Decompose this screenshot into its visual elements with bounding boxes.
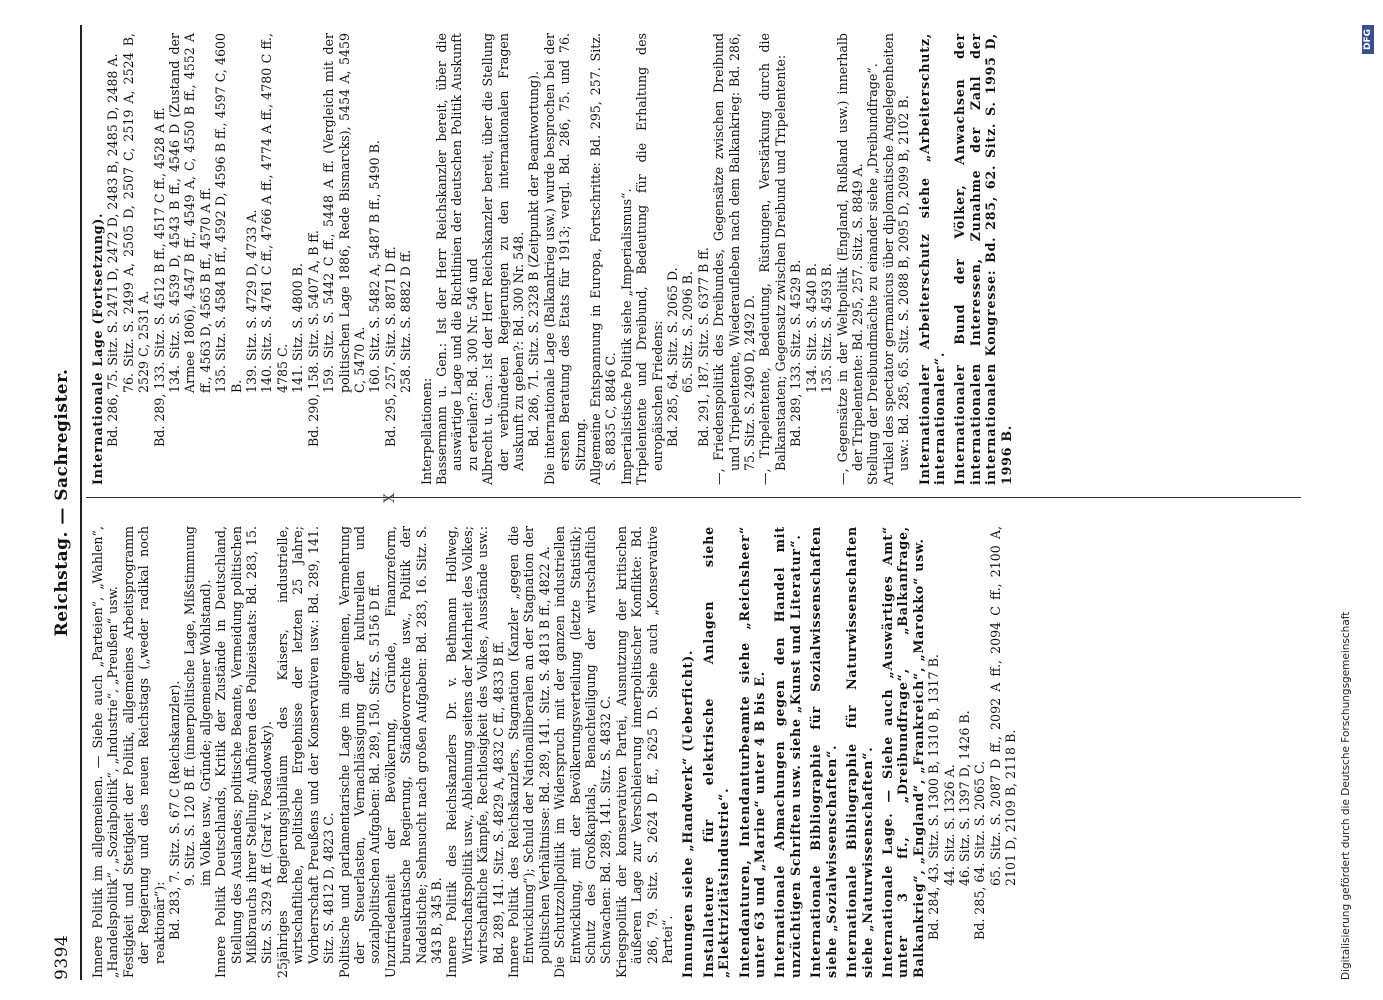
index-heading: Internationale Lage (Fortsetzung). bbox=[90, 212, 105, 485]
index-reference: 160. Sitz. S. 5482 A, 5487 B ff., 5490 B. bbox=[367, 140, 383, 393]
margin-marker: X bbox=[381, 493, 398, 503]
index-entry: —, Gegensätze in der Weltpolitik (England, Rußland usw.) innerhalb der Tripelentente: Bd. 295, 257. Sitz. S. 8849 A. bbox=[834, 33, 865, 485]
index-entry: Innere Politik im allgemeinen. — Siehe auch „Parteien“, „Wahlen“, „Handelspolitik“, „Sozialpolitik“, „Industrie“, „Preußen“ usw. bbox=[90, 526, 121, 978]
right-column bbox=[90, 33, 1295, 503]
index-reference: Bd. 286, 75. Sitz. S. 2471 D, 2472 D, 2483 B, 2485 D, 2488 A. bbox=[105, 53, 121, 447]
funding-note: Digitalisierung gefördert durch die Deutsche Forschungsgemeinschaft bbox=[1340, 611, 1352, 980]
index-reference: Bd. 285, 64. Sitz. S. 2065 C. bbox=[972, 760, 988, 940]
index-heading: Innungen siehe „Handwerk“ (Ueberficht). bbox=[680, 649, 696, 978]
index-entry: Kriegspolitik der konservativen Partei, Ausnutzung der kritischen äußeren Lage zur Verschleierung innerpolitischer Konflikte: Bd. 286, 79. Sitz. S. 2624 D ff., 2625 D. Siehe auch „Konservative Partei“. bbox=[613, 526, 676, 978]
index-reference: 258. Sitz. S. 8882 D ff. bbox=[398, 249, 414, 393]
index-reference: Bd. 286, 71. Sitz. S. 2328 B (Zeitpunkt der Beantwortung). bbox=[526, 70, 542, 447]
index-reference: Bd. 289, 133. Sitz. S. 4529 B. bbox=[788, 259, 804, 447]
running-title: Reichstag. — Sachregister. bbox=[52, 368, 72, 637]
index-reference: 140. Sitz. S. 4761 C ff., 4766 A ff., 4774 A ff., 4780 C ff., 4785 C. bbox=[259, 33, 290, 393]
index-reference: 76. Sitz. S. 2499 A, 2505 D, 2507 C, 2519 A, 2524 B, 2529 C, 2531 A. bbox=[120, 33, 152, 393]
index-entry: Innere Politik Deutschlands, Kritik der Zustände in Deutschland, Stellung des Auslandes; politische Beamte, Vermeidung politischen Mißbrauchs ihrer Stellung; Aufhören des Polizeistaats: Bd. 283, 15. Sitz. S. 329 A ff. (Graf v. Posadowsky). bbox=[213, 526, 275, 978]
index-reference: 46. Sitz. S. 1397 D, 1426 B. bbox=[956, 710, 972, 886]
page-number: 9394 bbox=[52, 934, 72, 980]
index-entry: Unzufriedenheit der Bevölkerung, Gründe, Finanzreform, bureaukratische Regierung, Ständevorrechte usw., Politik der Nadelstiche; Sehnsucht nach großen Aufgaben: Bd. 283, 16. Sitz. S. 343 B, 345 B. bbox=[382, 526, 444, 978]
index-entry: 25jähriges Regierungsjubiläum des Kaisers, industrielle, wirtschaftliche, politische Ergebnisse der letzten 25 Jahre; Vorherrschaft Preußens und der Konservativen usw.: Bd. 289, 141. Sitz. S. 4812 D, 4823 C. bbox=[274, 526, 337, 978]
index-reference: 44. Sitz. S. 1326 A. bbox=[941, 764, 957, 886]
index-subheading: Interpellationen: bbox=[418, 377, 434, 485]
index-heading: Internationale Lage. — Siehe auch „Auswärtiges Amt“ unter 3 ff., „Dreibundfrage“, „Balkanfrage, Balkankrieg“, „England“, „Frankreich“, „Marokko“ usw. bbox=[879, 526, 926, 978]
index-reference: 134. Sitz. S. 4539 D, 4543 B ff., 4546 D (Zustand der Armee 1806), 4547 B ff., 4549 A, C, 4550 B ff., 4552 A ff., 4563 D, 4565 B ff., 4570 A ff. bbox=[167, 33, 213, 393]
index-entry: Stellung der Dreibundmächte zu einander siehe „Dreibundfrage“. bbox=[865, 63, 881, 485]
index-heading: Internationale Abmachungen gegen den Handel mit unzüchtigen Schriften usw. siehe „Kunst und Literatur“. bbox=[772, 526, 803, 978]
index-reference: Bd. 291, 187. Sitz. S. 6377 B ff. bbox=[695, 247, 711, 447]
index-heading: Intendanturen, Intendanturbeamte siehe „Reichsheer“ unter 63 und „Marine“ unter 4 B bis E. bbox=[736, 526, 768, 978]
index-heading: Internationaler Bund der Völker, Anwachsen der internationalen Interessen, Zunahme der Zahl der internationalen Kongresse: Bd. 285, 62. Sitz. S. 1995 D, 1996 B. bbox=[952, 33, 1014, 485]
header-rule bbox=[80, 25, 82, 980]
index-entry: Die Schutzzollpolitik im Widerspruch mit der ganzen industriellen Entwicklung, mit der Bevölkerungsverteilung (letzte Statistik); Schutz des Großkapitals, Benachteiligung der wirtschaftlich Schwachen: Bd. 289, 141. Sitz. S. 4832 C. bbox=[552, 526, 614, 978]
index-reference: Bd. 289, 133. Sitz. S. 4512 B ff., 4517 C ff., 4528 A ff. bbox=[151, 107, 167, 447]
index-reference-text: Bd. 295, 257. Sitz. S. 8871 D ff. bbox=[382, 246, 398, 447]
index-entry: Innere Politik des Reichskanzlers Dr. v. Bethmann Hollweg, Wirtschaftspolitik usw., Ablehnung seitens der Mehrheit des Volkes; wirtschaftliche Kämpfe, Rechtlosigkeit des Volkes, Ausstände usw.: Bd. 289, 141. Sitz. S. 4829 A, 4832 C ff., 4833 B ff. bbox=[444, 526, 506, 978]
index-entry: Innere Politik des Reichskanzlers, Stagnation (Kanzler „gegen die Entwicklung“); Schuld der Nationalliberalen an der Stagnation der politischen Verhältnisse: Bd. 289, 141. Sitz. S. 4813 B ff., 4822 A. bbox=[505, 526, 552, 978]
index-entry: Tripelentente und Dreibund, Bedeutung für die Erhaltung des europäischen Friedens: bbox=[634, 33, 665, 485]
index-reference: 139. Sitz. S. 4729 D, 4733 A. bbox=[244, 209, 260, 393]
index-reference bbox=[381, 33, 398, 503]
index-reference: 65. Sitz. S. 2096 B. bbox=[680, 271, 696, 393]
index-entry: Festigkeit und Stetigkeit der Politik, allgemeines Arbeitsprogramm der Regierung und des neuen Reichstags („weder radikal noch reaktionär“): bbox=[120, 526, 167, 978]
dfg-logo: DFG bbox=[1362, 25, 1374, 54]
index-reference: 9. Sitz. S. 120 B ff. (innerpolitische Lage, Mißstimmung im Volke usw., Gründe; allgemeiner Wohlstand). bbox=[182, 526, 213, 886]
index-entry: Die internationale Lage (Balkankrieg usw.) wurde besprochen bei der ersten Beratung des Etats für 1913; vergl. Bd. 286, 75. und 76. Sitzung. bbox=[541, 33, 588, 485]
index-entry: Albrecht u. Gen.: Ist der Herr Reichskanzler bereit, über die Stellung der verbündeten Regierungen zu den internationalen Fragen Auskunft zu geben?: Bd. 300 Nr. 548. bbox=[480, 33, 526, 485]
index-entry: Politische und parlamentarische Lage im allgemeinen, Vermehrung der Steuerlasten, Vernachlässigung der kulturellen und sozialpolitischen Aufgaben: Bd. 289, 150. Sitz. S. 5156 D ff. bbox=[336, 526, 383, 978]
index-reference: 135. Sitz. S. 4593 B. bbox=[819, 263, 835, 393]
index-entry: —, Tripelentente, Bedeutung, Rüstungen, Verstärkung durch die Balkanstaaten; Gegensatz zwischen Dreibund und Tripelentente: bbox=[757, 33, 788, 485]
index-reference: Bd. 284, 43. Sitz. S. 1300 B, 1310 B, 1317 B. bbox=[926, 654, 942, 940]
index-entry: Allgemeine Entspannung in Europa, Fortschritte: Bd. 295, 257. Sitz. S. 8835 C, 8846 C. bbox=[588, 33, 619, 485]
index-reference: 65. Sitz. S. 2087 D ff., 2092 A ff., 2094 C ff., 2100 A, 2101 D, 2109 B, 2118 B. bbox=[987, 526, 1019, 886]
index-entry: Imperialistische Politik siehe „Imperialismus“. bbox=[618, 188, 634, 485]
index-entry: Artikel des spectator germanicus über diplomatische Angelegenheiten usw.: Bd. 285, 65. Sitz. S. 2088 B, 2095 D, 2099 B, 2102 B. bbox=[880, 33, 912, 485]
index-heading: Internationale Bibliographie für Naturwissenschaften siehe „Naturwissenschaften“. bbox=[844, 526, 875, 978]
digitization-footer bbox=[1338, 0, 1358, 980]
page-header bbox=[48, 25, 78, 980]
index-reference: Bd. 290, 158. Sitz. S. 5407 A, B ff. bbox=[305, 230, 321, 447]
index-reference: 134. Sitz. S. 4540 B. bbox=[803, 263, 819, 393]
index-heading: Installateure für elektrische Anlagen siehe „Elektrizitätsindustrie“. bbox=[700, 526, 732, 978]
index-reference: Bd. 283, 7. Sitz. S. 67 C (Reichskanzler). bbox=[167, 680, 183, 940]
column-divider bbox=[86, 497, 1301, 498]
index-reference: 141. Sitz. S. 4800 B. bbox=[290, 263, 306, 393]
index-entry: —, Friedenspolitik des Dreibundes, Gegensätze zwischen Dreibund und Tripelentente, Wiederaufleben nach dem Balkankrieg: Bd. 286, 75. Sitz. S. 2490 D, 2492 D. bbox=[711, 33, 758, 485]
left-column bbox=[90, 526, 1295, 978]
index-reference: Bd. 285, 64. Sitz. S. 2065 D. bbox=[665, 267, 681, 447]
index-reference: 135. Sitz. S. 4584 B ff., 4592 D, 4596 B ff., 4597 C, 4600 B. bbox=[213, 33, 244, 393]
index-heading: Internationale Bibliographie für Sozialwissenschaften siehe „Sozialwissenschaften“. bbox=[808, 526, 839, 978]
index-reference: 159. Sitz. S. 5442 C ff., 5448 A ff. (Vergleich mit der politischen Lage 1886, Rede Bismarcks), 5454 A, 5459 C, 5470 A. bbox=[321, 33, 367, 393]
index-entry: Bassermann u. Gen.: Ist der Herr Reichskanzler bereit, über die auswärtige Lage und die Richtlinien der deutschen Politik Auskunft zu erteilen?: Bd. 300 Nr. 546 und bbox=[433, 33, 480, 485]
index-heading: Internationaler Arbeiterschutz siehe „Arbeiterschutz, internationaler“. bbox=[916, 33, 947, 485]
